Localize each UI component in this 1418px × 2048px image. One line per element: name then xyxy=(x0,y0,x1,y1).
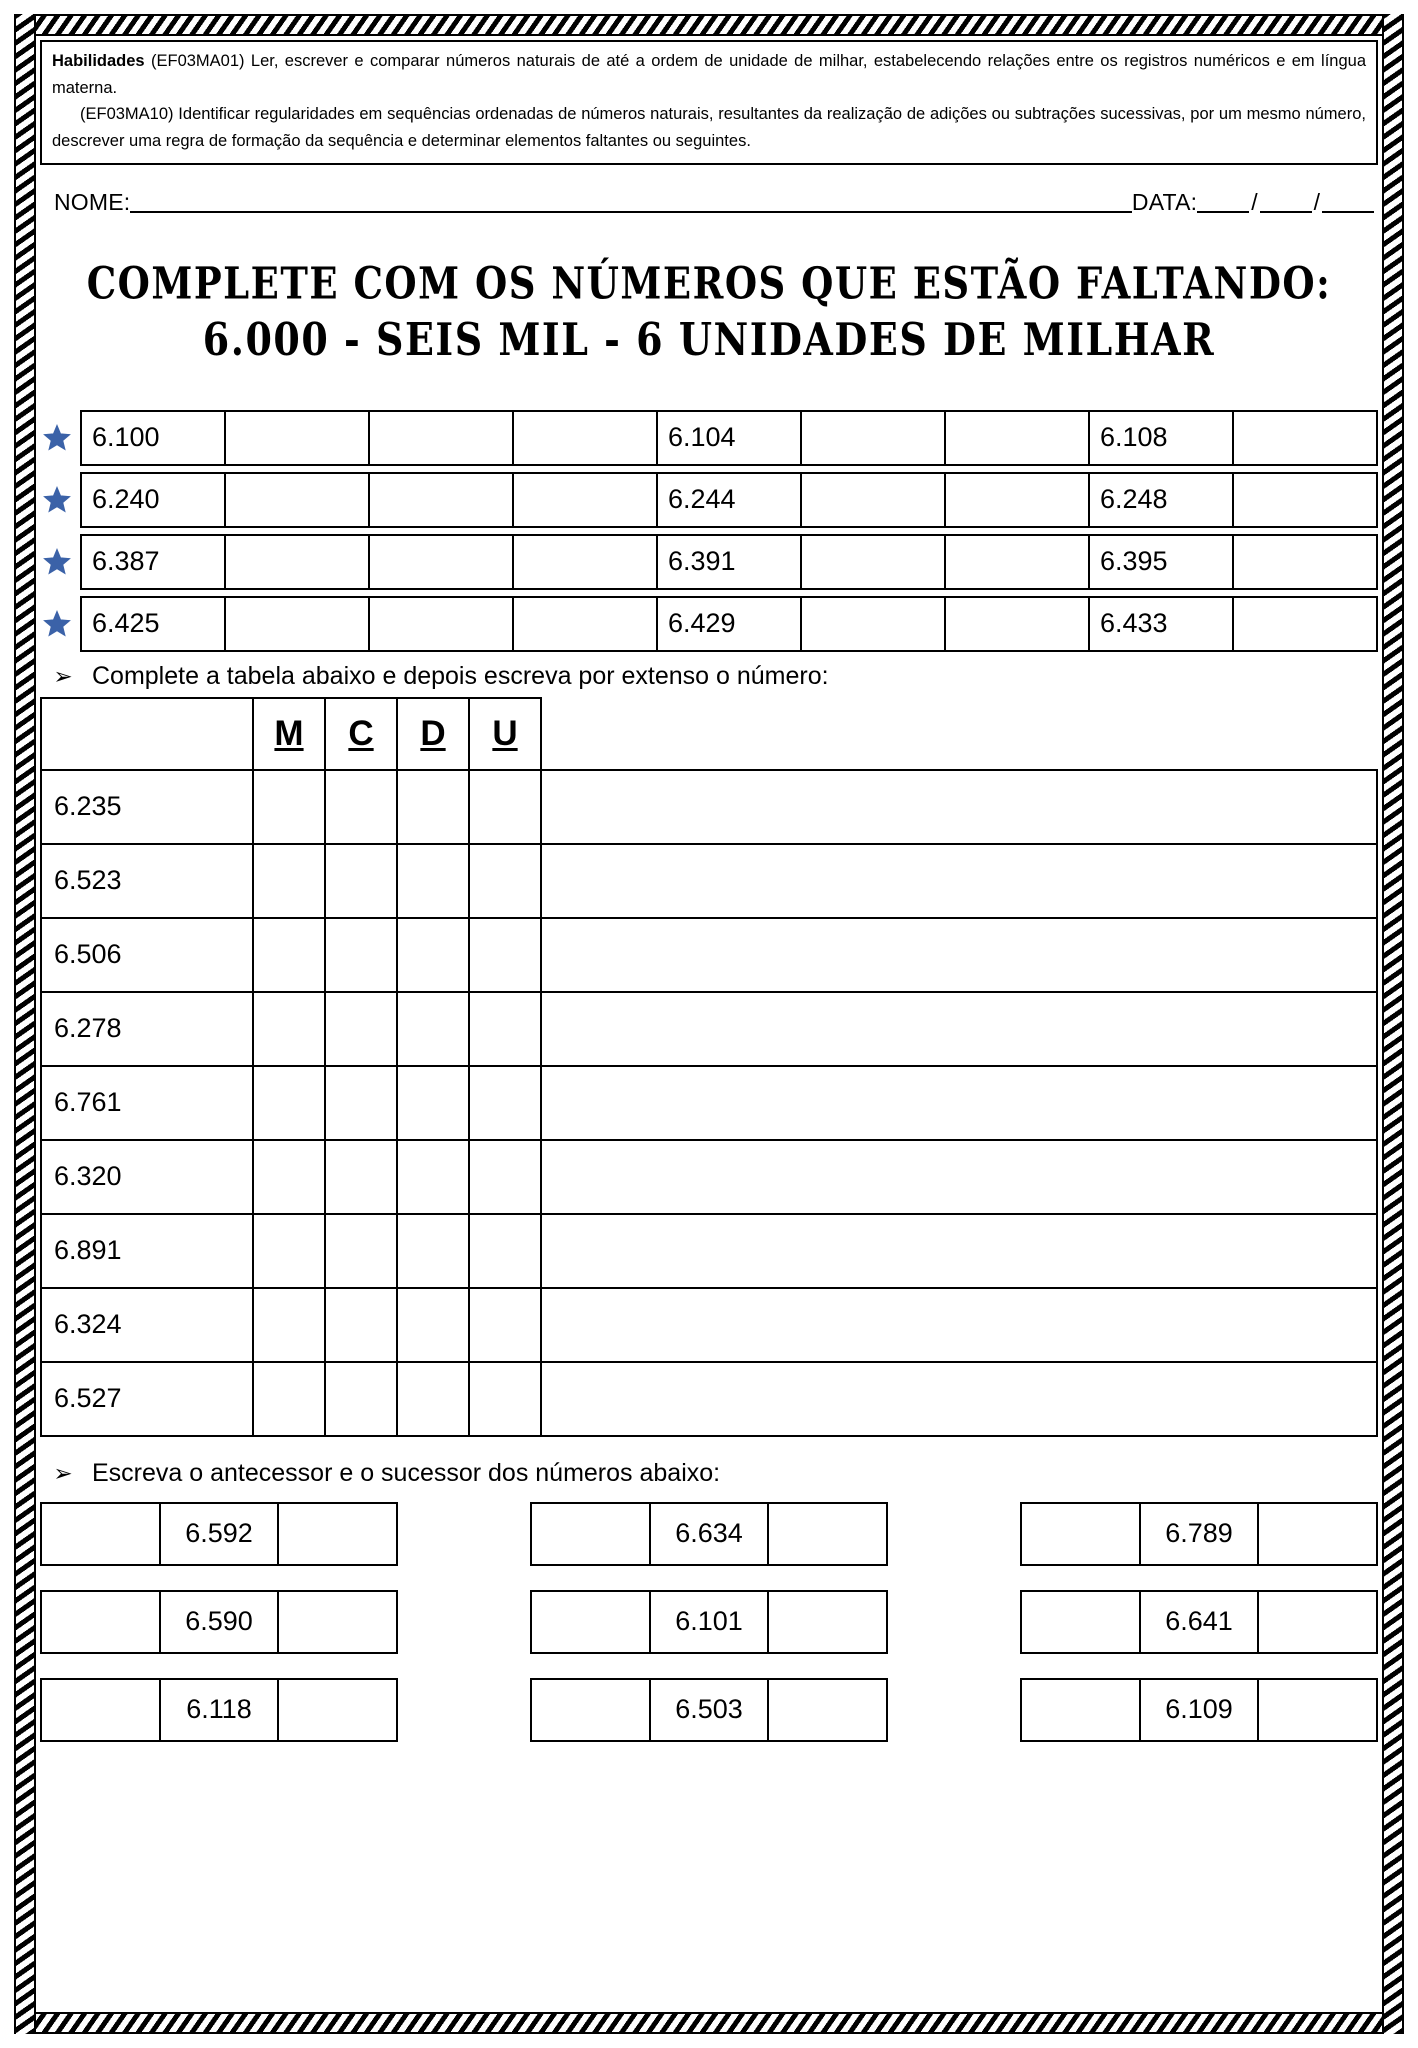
place-value-blank-milhar[interactable] xyxy=(253,1214,325,1288)
place-value-blank-dezena[interactable] xyxy=(397,1066,469,1140)
sucessor-blank[interactable] xyxy=(769,1680,886,1740)
table-row xyxy=(41,1214,1377,1288)
sequence-blank-cell[interactable] xyxy=(946,598,1090,650)
worksheet-title xyxy=(40,256,1378,369)
title-line-1: COMPLETE COM OS NÚMEROS QUE ESTÃO FALTANDO: xyxy=(86,257,1332,309)
worksheet-content xyxy=(40,40,1378,2008)
place-value-blank-dezena[interactable] xyxy=(397,918,469,992)
place-value-blank-centena[interactable] xyxy=(325,1214,397,1288)
date-slash-1: / xyxy=(1251,188,1258,215)
sequence-row xyxy=(40,534,1378,590)
write-in-words-blank[interactable] xyxy=(541,1214,1377,1288)
write-in-words-blank[interactable] xyxy=(541,1362,1377,1436)
border-left-rope xyxy=(14,14,36,2034)
skill-text-2: (EF03MA10) Identificar regularidades em sequências ordenadas de números naturais, resultantes da realização de adições ou subtrações sucessivas, por um mesmo número, descrever uma regra de formação da sequência e determinar elementos faltantes ou seguintes. xyxy=(52,105,1366,151)
write-in-words-blank[interactable] xyxy=(541,992,1377,1066)
sucessor-blank[interactable] xyxy=(279,1680,396,1740)
place-value-blank-centena[interactable] xyxy=(325,1140,397,1214)
star-icon xyxy=(40,482,74,518)
header-extenso-col xyxy=(541,698,1377,770)
antecessor-sucessor-group xyxy=(40,1678,398,1742)
star-icon xyxy=(40,544,74,580)
antecessor-sucessor-group xyxy=(1020,1590,1378,1654)
place-value-blank-milhar[interactable] xyxy=(253,770,325,844)
sequence-blank-cell[interactable] xyxy=(1234,536,1376,588)
sequence-value-cell: 6.387 xyxy=(82,536,226,588)
sequence-blank-cell[interactable] xyxy=(802,474,946,526)
place-value-blank-centena[interactable] xyxy=(325,770,397,844)
antecessor-sucessor-group xyxy=(530,1678,888,1742)
place-value-blank-milhar[interactable] xyxy=(253,1066,325,1140)
sequence-blank-cell[interactable] xyxy=(226,474,370,526)
antecessor-sucessor-row xyxy=(40,1590,1378,1654)
header-number-col xyxy=(41,698,253,770)
sucessor-blank[interactable] xyxy=(769,1592,886,1652)
place-value-blank-milhar[interactable] xyxy=(253,918,325,992)
place-value-number: 6.506 xyxy=(41,918,253,992)
place-value-number: 6.235 xyxy=(41,770,253,844)
place-value-blank-centena[interactable] xyxy=(325,1362,397,1436)
sucessor-blank[interactable] xyxy=(1259,1504,1376,1564)
antecessor-sucessor-value: 6.590 xyxy=(161,1592,280,1652)
sucessor-blank[interactable] xyxy=(279,1504,396,1564)
header-milhar: M xyxy=(274,713,304,753)
place-value-blank-unidade[interactable] xyxy=(469,770,541,844)
header-centena: C xyxy=(348,713,374,753)
border-right-rope xyxy=(1382,14,1404,2034)
sequence-value-cell: 6.100 xyxy=(82,412,226,464)
place-value-number: 6.523 xyxy=(41,844,253,918)
place-value-blank-milhar[interactable] xyxy=(253,1140,325,1214)
skill-line-2 xyxy=(52,101,1366,154)
antecessor-blank[interactable] xyxy=(42,1504,161,1564)
sequence-blank-cell[interactable] xyxy=(802,412,946,464)
sequence-blank-cell[interactable] xyxy=(946,412,1090,464)
antecessor-sucessor-value: 6.101 xyxy=(651,1592,770,1652)
antecessor-sucessor-value: 6.118 xyxy=(161,1680,280,1740)
write-in-words-blank[interactable] xyxy=(541,1066,1377,1140)
name-label: NOME: xyxy=(54,188,131,215)
table-row xyxy=(41,992,1377,1066)
write-in-words-blank[interactable] xyxy=(541,1140,1377,1214)
antecessor-sucessor-row xyxy=(40,1502,1378,1566)
place-value-blank-unidade[interactable] xyxy=(469,918,541,992)
bullet-arrow-icon: ➢ xyxy=(53,662,73,689)
border-top-rope xyxy=(14,14,1404,36)
place-value-blank-unidade[interactable] xyxy=(469,844,541,918)
sequence-value-cell: 6.244 xyxy=(658,474,802,526)
sequence-blank-cell[interactable] xyxy=(1234,412,1376,464)
sequence-blank-cell[interactable] xyxy=(514,536,658,588)
place-value-blank-milhar[interactable] xyxy=(253,1362,325,1436)
antecessor-sucessor-section xyxy=(40,1502,1378,1742)
name-input-line[interactable] xyxy=(130,187,1132,213)
sequence-value-cell: 6.429 xyxy=(658,598,802,650)
instruction-table-row xyxy=(40,662,1378,691)
sequence-blank-cell[interactable] xyxy=(370,412,514,464)
place-value-blank-centena[interactable] xyxy=(325,1288,397,1362)
date-slash-2: / xyxy=(1313,188,1320,215)
sequence-blank-cell[interactable] xyxy=(370,474,514,526)
place-value-table xyxy=(40,697,1378,1437)
star-icon xyxy=(40,420,74,456)
antecessor-blank[interactable] xyxy=(1022,1592,1141,1652)
date-label: DATA: xyxy=(1131,188,1198,215)
place-value-number: 6.761 xyxy=(41,1066,253,1140)
antecessor-sucessor-group xyxy=(530,1590,888,1654)
place-value-number: 6.891 xyxy=(41,1214,253,1288)
place-value-blank-unidade[interactable] xyxy=(469,1214,541,1288)
write-in-words-blank[interactable] xyxy=(541,770,1377,844)
sequence-blank-cell[interactable] xyxy=(514,412,658,464)
place-value-blank-dezena[interactable] xyxy=(397,992,469,1066)
place-value-blank-dezena[interactable] xyxy=(397,1362,469,1436)
header-dezena: D xyxy=(420,713,446,753)
antecessor-sucessor-value: 6.641 xyxy=(1141,1592,1260,1652)
date-day-line[interactable] xyxy=(1197,187,1249,213)
antecessor-sucessor-value: 6.592 xyxy=(161,1504,280,1564)
antecessor-sucessor-row xyxy=(40,1678,1378,1742)
table-row xyxy=(41,1140,1377,1214)
place-value-blank-unidade[interactable] xyxy=(469,1140,541,1214)
sequence-blank-cell[interactable] xyxy=(226,536,370,588)
table-row xyxy=(41,844,1377,918)
antecessor-blank[interactable] xyxy=(532,1592,651,1652)
write-in-words-blank[interactable] xyxy=(541,1288,1377,1362)
sequence-row xyxy=(40,596,1378,652)
skill-line-1 xyxy=(52,48,1366,101)
sequence-value-cell: 6.240 xyxy=(82,474,226,526)
place-value-blank-unidade[interactable] xyxy=(469,1066,541,1140)
antecessor-sucessor-group xyxy=(40,1590,398,1654)
sequence-blank-cell[interactable] xyxy=(946,474,1090,526)
sequence-table xyxy=(80,472,1378,528)
table-row xyxy=(41,1288,1377,1362)
place-value-header xyxy=(41,698,1377,770)
sequence-value-cell: 6.248 xyxy=(1090,474,1234,526)
place-value-body xyxy=(41,770,1377,1436)
sequence-blank-cell[interactable] xyxy=(370,598,514,650)
sequence-value-cell: 6.391 xyxy=(658,536,802,588)
place-value-blank-centena[interactable] xyxy=(325,918,397,992)
sequence-blank-cell[interactable] xyxy=(802,598,946,650)
border-bottom-rope xyxy=(14,2012,1404,2034)
place-value-blank-dezena[interactable] xyxy=(397,1214,469,1288)
table-row xyxy=(41,918,1377,992)
sequence-blank-cell[interactable] xyxy=(1234,598,1376,650)
sequence-blank-cell[interactable] xyxy=(226,412,370,464)
sucessor-blank[interactable] xyxy=(1259,1680,1376,1740)
sequence-value-cell: 6.104 xyxy=(658,412,802,464)
place-value-blank-unidade[interactable] xyxy=(469,992,541,1066)
place-value-blank-milhar[interactable] xyxy=(253,1288,325,1362)
antecessor-sucessor-group xyxy=(1020,1678,1378,1742)
antecessor-blank[interactable] xyxy=(42,1592,161,1652)
star-icon xyxy=(40,606,74,642)
sequence-table xyxy=(80,534,1378,590)
sequence-blank-cell[interactable] xyxy=(946,536,1090,588)
sucessor-blank[interactable] xyxy=(279,1592,396,1652)
instruction-ante-text: Escreva o antecessor e o sucessor dos números abaixo: xyxy=(92,1458,721,1487)
date-month-line[interactable] xyxy=(1260,187,1312,213)
place-value-number: 6.278 xyxy=(41,992,253,1066)
sucessor-blank[interactable] xyxy=(769,1504,886,1564)
skill-text-1: (EF03MA01) Ler, escrever e comparar números naturais de até a ordem de unidade de milhar, estabelecendo relações entre os registros numéricos e em língua materna. xyxy=(52,52,1366,97)
table-row xyxy=(41,1362,1377,1436)
table-row xyxy=(41,698,1377,770)
table-row xyxy=(41,770,1377,844)
write-in-words-blank[interactable] xyxy=(541,844,1377,918)
sequence-value-cell: 6.425 xyxy=(82,598,226,650)
name-date-line xyxy=(40,187,1378,216)
place-value-number: 6.320 xyxy=(41,1140,253,1214)
instruction-ante-row xyxy=(40,1459,1378,1488)
place-value-blank-dezena[interactable] xyxy=(397,1288,469,1362)
place-value-blank-dezena[interactable] xyxy=(397,844,469,918)
sequence-blank-cell[interactable] xyxy=(226,598,370,650)
table-row xyxy=(41,1066,1377,1140)
place-value-blank-centena[interactable] xyxy=(325,844,397,918)
place-value-number: 6.527 xyxy=(41,1362,253,1436)
sucessor-blank[interactable] xyxy=(1259,1592,1376,1652)
place-value-blank-milhar[interactable] xyxy=(253,992,325,1066)
skills-label: Habilidades xyxy=(52,52,145,70)
place-value-blank-centena[interactable] xyxy=(325,992,397,1066)
antecessor-blank[interactable] xyxy=(42,1680,161,1740)
skills-box xyxy=(40,40,1378,165)
sequence-section xyxy=(40,410,1378,652)
place-value-blank-unidade[interactable] xyxy=(469,1362,541,1436)
antecessor-blank[interactable] xyxy=(532,1680,651,1740)
place-value-blank-unidade[interactable] xyxy=(469,1288,541,1362)
place-value-blank-dezena[interactable] xyxy=(397,770,469,844)
sequence-value-cell: 6.395 xyxy=(1090,536,1234,588)
antecessor-blank[interactable] xyxy=(532,1504,651,1564)
bullet-arrow-icon: ➢ xyxy=(53,1459,73,1486)
antecessor-sucessor-value: 6.109 xyxy=(1141,1680,1260,1740)
sequence-blank-cell[interactable] xyxy=(1234,474,1376,526)
sequence-value-cell: 6.433 xyxy=(1090,598,1234,650)
antecessor-blank[interactable] xyxy=(1022,1680,1141,1740)
antecessor-sucessor-value: 6.503 xyxy=(651,1680,770,1740)
place-value-number: 6.324 xyxy=(41,1288,253,1362)
sequence-blank-cell[interactable] xyxy=(514,474,658,526)
antecessor-blank[interactable] xyxy=(1022,1504,1141,1564)
sequence-blank-cell[interactable] xyxy=(370,536,514,588)
antecessor-sucessor-group xyxy=(40,1502,398,1566)
instruction-table-text: Complete a tabela abaixo e depois escreva por extenso o número: xyxy=(92,661,829,690)
sequence-blank-cell[interactable] xyxy=(514,598,658,650)
sequence-row xyxy=(40,410,1378,466)
place-value-blank-dezena[interactable] xyxy=(397,1140,469,1214)
date-year-line[interactable] xyxy=(1322,187,1374,213)
place-value-blank-milhar[interactable] xyxy=(253,844,325,918)
sequence-table xyxy=(80,410,1378,466)
antecessor-sucessor-value: 6.634 xyxy=(651,1504,770,1564)
write-in-words-blank[interactable] xyxy=(541,918,1377,992)
place-value-blank-centena[interactable] xyxy=(325,1066,397,1140)
sequence-blank-cell[interactable] xyxy=(802,536,946,588)
antecessor-sucessor-group xyxy=(1020,1502,1378,1566)
title-line-2: 6.000 - SEIS MIL - 6 UNIDADES DE MILHAR xyxy=(202,312,1216,367)
sequence-table xyxy=(80,596,1378,652)
header-unidade: U xyxy=(492,713,518,753)
antecessor-sucessor-group xyxy=(530,1502,888,1566)
antecessor-sucessor-value: 6.789 xyxy=(1141,1504,1260,1564)
sequence-value-cell: 6.108 xyxy=(1090,412,1234,464)
sequence-row xyxy=(40,472,1378,528)
